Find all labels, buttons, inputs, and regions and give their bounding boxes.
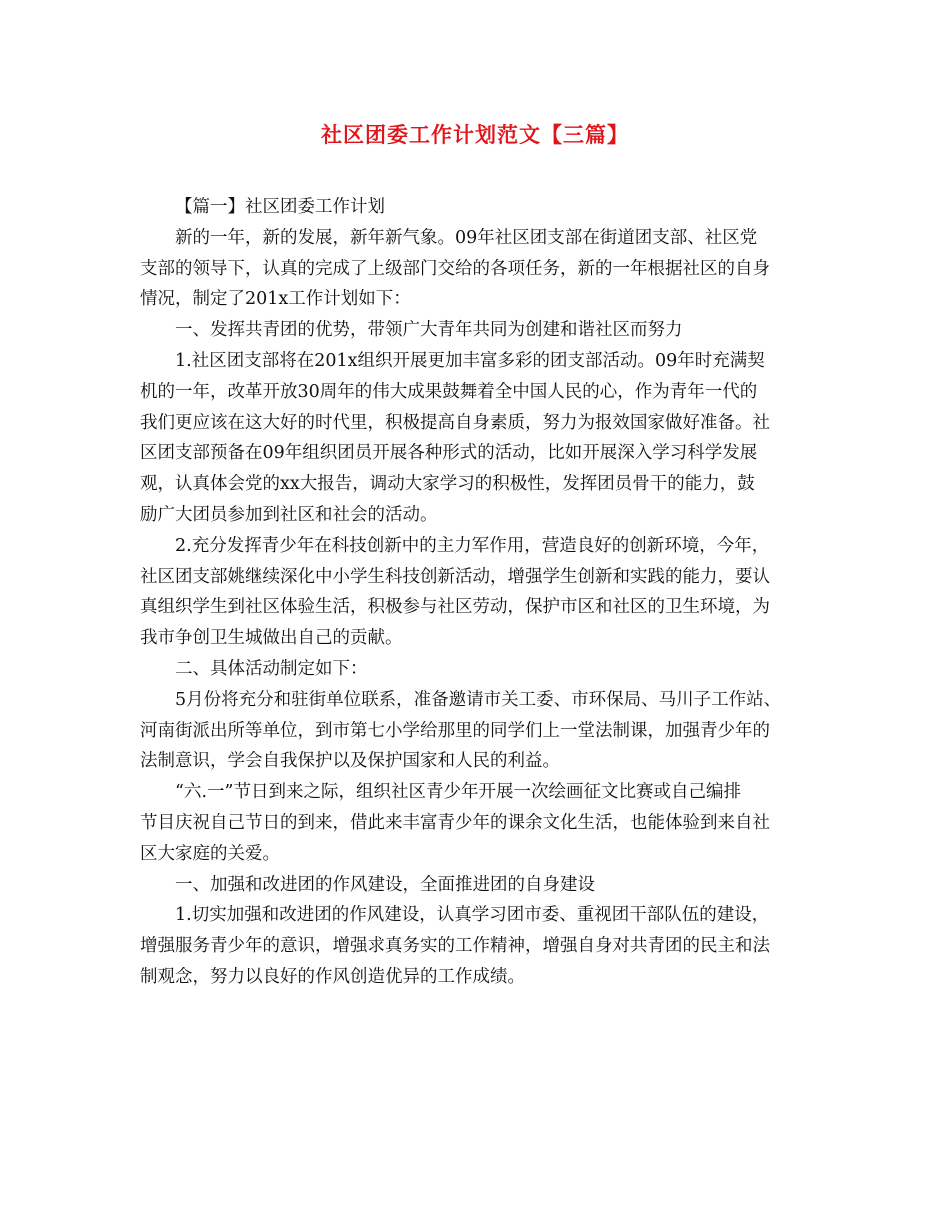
paragraph-line: 我们更应该在这大好的时代里，积极提高自身素质，努力为报效国家做好准备。社	[140, 412, 770, 433]
paragraph-line: 河南街派出所等单位，到市第七小学给那里的同学们上一堂法制课，加强青少年的	[140, 720, 770, 741]
paragraph-line: 新的一年，新的发展，新年新气象。09年社区团支部在街道团支部、社区党	[175, 227, 758, 248]
document-title: 社区团委工作计划范文【三篇】	[321, 122, 629, 147]
document-body	[140, 192, 812, 993]
paragraph-line: 支部的领导下，认真的完成了上级部门交给的各项任务，新的一年根据社区的自身	[140, 258, 770, 279]
paragraph-line: 我市争创卫生城做出自己的贡献。	[140, 628, 403, 649]
paragraph-line: 区大家庭的关爱。	[140, 843, 280, 864]
paragraph-line: 机的一年，改革开放30周年的伟大成果鼓舞着全中国人民的心，作为青年一代的	[140, 381, 758, 402]
paragraph-line: 制观念，努力以良好的作风创造优异的工作成绩。	[140, 966, 525, 987]
section-heading-line: 二、具体活动制定如下：	[175, 658, 368, 679]
paragraph-line: 法制意识，学会自我保护以及保护国家和人民的利益。	[140, 751, 560, 772]
paragraph-line: 区团支部预备在09年组织团员开展各种形式的活动，比如开展深入学习科学发展	[140, 443, 758, 464]
paragraph-line: 节目庆祝自己节日的到来，借此来丰富青少年的课余文化生活，也能体验到来自社	[140, 812, 770, 833]
paragraph-line: 真组织学生到社区体验生活，积极参与社区劳动，保护市区和社区的卫生环境，为	[140, 597, 770, 618]
paragraph-line: 励广大团员参加到社区和社会的活动。	[140, 504, 438, 525]
paragraph-line: 【篇一】社区团委工作计划	[175, 197, 385, 217]
section-heading-line: 一、发挥共青团的优势，带领广大青年共同为创建和谐社区而努力	[175, 320, 683, 341]
paragraph-line: 观，认真体会党的xx大报告，调动大家学习的积极性，发挥团员骨干的能力，鼓	[140, 474, 755, 495]
section-heading-line: 一、加强和改进团的作风建设，全面推进团的自身建设	[175, 874, 595, 895]
paragraph-line: 2.充分发挥青少年在科技创新中的主力军作用，营造良好的创新环境，今年，	[175, 535, 770, 556]
paragraph-line: 1.社区团支部将在201x组织开展更加丰富多彩的团支部活动。09年时充满契	[175, 350, 765, 371]
paragraph-line: 社区团支部姚继续深化中小学生科技创新活动，增强学生创新和实践的能力，要认	[140, 566, 770, 587]
paragraph-line: 情况，制定了201x工作计划如下：	[140, 289, 411, 310]
paragraph-line: 5月份将充分和驻街单位联系，准备邀请市关工委、市环保局、马川子工作站、	[175, 689, 782, 710]
paragraph-line: “六.一”节日到来之际，组织社区青少年开展一次绘画征文比赛或自己编排	[175, 782, 741, 803]
paragraph-line: 增强服务青少年的意识，增强求真务实的工作精神，增强自身对共青团的民主和法	[140, 936, 770, 957]
paragraph-line: 1.切实加强和改进团的作风建设，认真学习团市委、重视团干部队伍的建设，	[175, 905, 770, 926]
